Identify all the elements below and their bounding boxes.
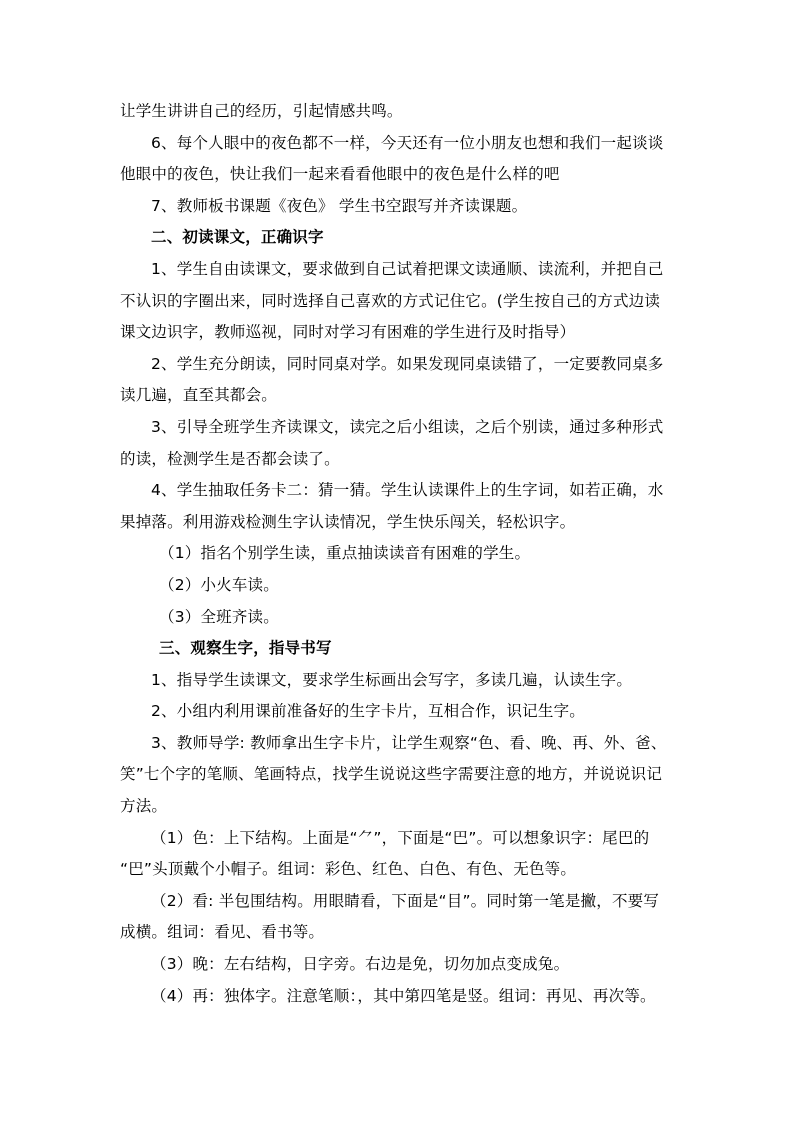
- text-line: （4）再：独体字。注意笔顺：，其中第四笔是竖。组词：再见、再次等。: [151, 986, 656, 1005]
- text-line: 6、每个人眼中的夜色都不一样，今天还有一位小朋友也想和我们一起谈谈: [151, 133, 664, 152]
- text-line: 2、小组内利用课前准备好的生字卡片，互相合作，识记生字。: [151, 702, 585, 721]
- text-line: （3）晚：左右结构，日字旁。右边是免，切勿加点变成兔。: [151, 955, 570, 974]
- text-line: 成横。组词：看见、看书等。: [120, 923, 325, 942]
- text-line: （2）看: 半包围结构。用眼睛看，下面是“目”。同时第一笔是撇，不要写: [151, 891, 660, 910]
- text-line: 7、教师板书课题《夜色》 学生书空跟写并齐读课题。: [151, 196, 528, 215]
- text-line: 方法。: [120, 797, 168, 816]
- text-line: （2）小火车读。: [159, 575, 279, 594]
- text-line: 1、指导学生读课文，要求学生标画出会写字，多读几遍，认读生字。: [151, 670, 633, 689]
- section-heading: 二、初读课文，正确识字: [151, 228, 324, 247]
- text-line: 他眼中的夜色，快让我们一起来看看他眼中的夜色是什么样的吧: [120, 165, 560, 184]
- text-line: 读几遍，直至其都会。: [120, 386, 278, 405]
- text-line: 课文边识字，教师巡视，同时对学习有困难的学生进行及时指导）: [120, 323, 576, 342]
- text-line: （1）色：上下结构。上面是“⺈”，下面是“巴”。可以想象识字：尾巴的: [151, 828, 650, 847]
- text-line: （1）指名个别学生读，重点抽读读音有困难的学生。: [159, 544, 531, 563]
- text-line: （3）全班齐读。: [159, 607, 279, 626]
- text-line: 1、学生自由读课文，要求做到自己试着把课文读通顺、读流利，并把自己: [151, 259, 664, 278]
- text-line: “巴”头顶戴个小帽子。组词：彩色、红色、白色、有色、无色等。: [120, 860, 577, 879]
- text-line: 果掉落。利用游戏检测生字认读情况，学生快乐闯关，轻松识字。: [120, 512, 576, 531]
- text-line: 笑”七个字的笔顺、笔画特点，找学生说说这些字需要注意的地方，并说说识记: [120, 765, 663, 784]
- section-heading: 三、观察生字，指导书写: [159, 639, 332, 658]
- text-line: 2、学生充分朗读，同时同桌对学。如果发现同桌读错了，一定要教同桌多: [151, 354, 664, 373]
- text-line: 3、教师导学: 教师拿出生字卡片，让学生观察“色、看、晚、再、外、爸、: [151, 733, 667, 752]
- document-body: [120, 96, 676, 1012]
- text-line: 不认识的字圈出来，同时选择自己喜欢的方式记住它。(学生按自己的方式边读: [120, 291, 661, 310]
- text-line: 4、学生抽取任务卡二：猜一猜。学生认读课件上的生字词，如若正确，水: [151, 481, 664, 500]
- text-line: 的读，检测学生是否都会读了。: [120, 449, 340, 468]
- text-line: 让学生讲讲自己的经历，引起情感共鸣。: [120, 102, 403, 120]
- text-line: 3、引导全班学生齐读课文，读完之后小组读，之后个别读，通过多种形式: [151, 417, 664, 436]
